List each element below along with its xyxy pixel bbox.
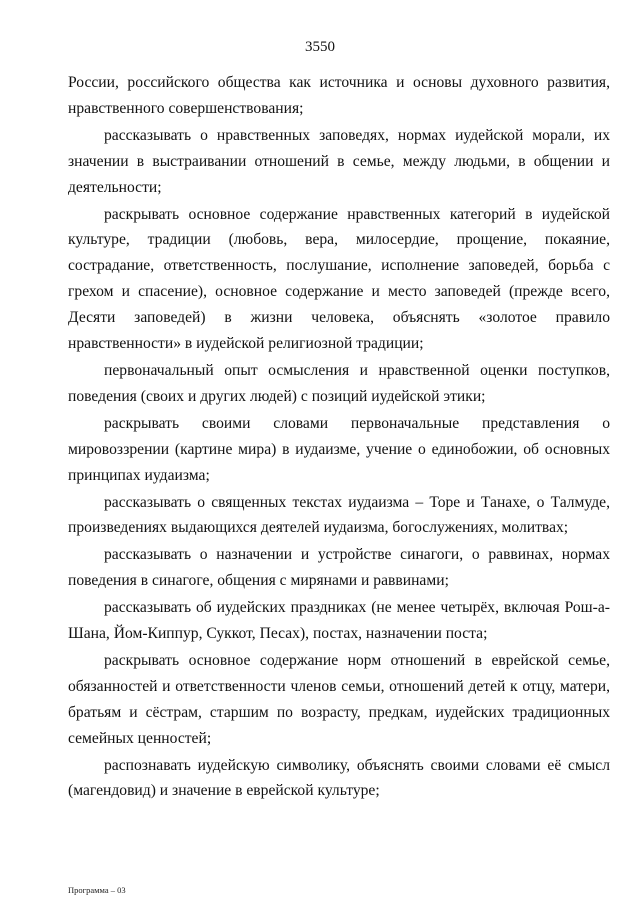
paragraph-sacred-texts: рассказывать о священных текстах иудаизма – Торе и Танахе, о Талмуде, произведениях выдающихся деятелей иудаизма, богослужениях, молитвах;	[68, 493, 610, 537]
paragraph-family-norms: раскрывать основное содержание норм отношений в еврейской семье, обязанностей и ответственности членов семьи, отношений детей к отцу, матери, братьям и сёстрам, старшим по возрасту, предкам, иудейских традиционных семейных ценностей;	[68, 651, 610, 747]
paragraph-worldview: раскрывать своими словами первоначальные представления о мировоззрении (картине мира) в иудаизме, учение о единобожии, об основных принципах иудаизма;	[68, 414, 610, 484]
paragraph-continuation: России, российского общества как источника и основы духовного развития, нравственного совершенствования;	[68, 74, 610, 117]
footer-program-label: Программа – 03	[68, 885, 126, 895]
paragraph-synagogue: рассказывать о назначении и устройстве синагоги, о раввинах, нормах поведения в синагоге, общения с мирянами и раввинами;	[68, 546, 610, 590]
page-number: 3550	[305, 39, 335, 55]
document-body	[68, 70, 610, 804]
paragraph-symbolism: распознавать иудейскую символику, объяснять своими словами её смысл (магендовид) и значение в еврейской культуре;	[68, 756, 610, 800]
paragraph-moral-evaluation: первоначальный опыт осмысления и нравственной оценки поступков, поведения (своих и других людей) с позиций иудейской этики;	[68, 361, 610, 405]
paragraph-morality-commandments: рассказывать о нравственных заповедях, нормах иудейской морали, их значении в выстраивании отношений в семье, между людьми, в общении и деятельности;	[68, 126, 610, 196]
paragraph-holidays: рассказывать об иудейских праздниках (не менее четырёх, включая Рош-а-Шана, Йом-Киппур, Суккот, Песах), постах, назначении поста;	[68, 599, 610, 643]
paragraph-moral-categories: раскрывать основное содержание нравственных категорий в иудейской культуре, традиции (любовь, вера, милосердие, прощение, покаяние, сострадание, ответственность, послушание, исполнение заповедей, борьба с грехом и спасение), основное содержание и место заповедей (прежде всего, Десяти заповедей) в жизни человека, объяснять «золотое правило нравственности» в иудейской религиозной традиции;	[68, 205, 610, 353]
